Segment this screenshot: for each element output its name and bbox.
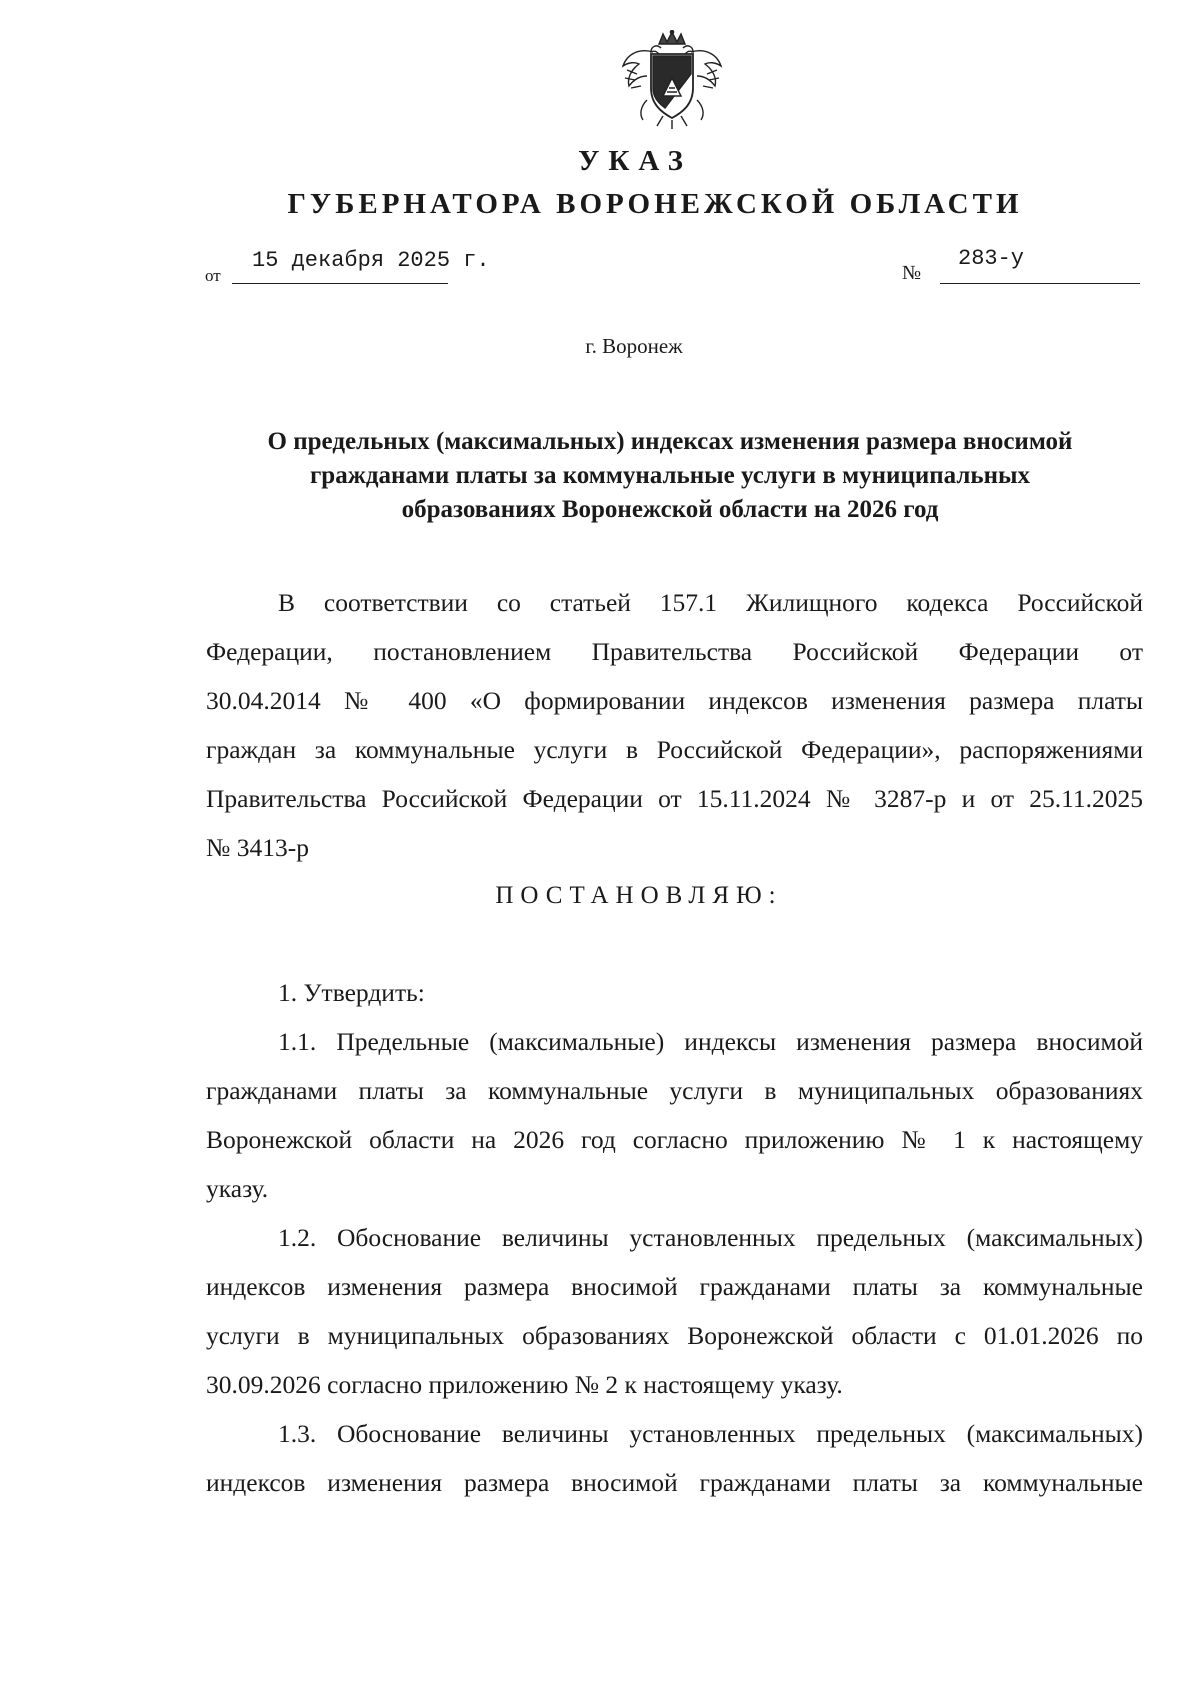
item-line: индексов изменения размера вносимой гражданами платы за коммунальные	[206, 1272, 1143, 1301]
preamble-paragraph	[206, 578, 1143, 872]
subject-line: гражданами платы за коммунальные услуги в муниципальных	[309, 462, 1031, 489]
decree-heading: ПОСТАНОВЛЯЮ:	[495, 882, 783, 909]
item-line: 1.1. Предельные (максимальные) индексы изменения размера вносимой	[278, 1027, 1143, 1056]
item-line: указу.	[206, 1174, 269, 1203]
number-underline	[940, 283, 1140, 284]
decree-items	[206, 968, 1143, 1507]
place-of-issue: г. Воронеж	[585, 334, 683, 358]
issuing-authority: ГУБЕРНАТОРА ВОРОНЕЖСКОЙ ОБЛАСТИ	[287, 188, 1023, 220]
subject-line: О предельных (максимальных) индексах изменения размера вносимой	[267, 428, 1073, 455]
document-date: 15 декабря 2025 г.	[252, 248, 490, 273]
document-type-title: УКАЗ	[578, 145, 692, 177]
item-line: 1.2. Обоснование величины установленных предельных (максимальных)	[278, 1223, 1143, 1252]
item-line: индексов изменения размера вносимой гражданами платы за коммунальные	[206, 1468, 1143, 1497]
item-line: 30.09.2026 согласно приложению № 2 к настоящему указу.	[206, 1370, 843, 1399]
item-line: услуги в муниципальных образованиях Воронежской области с 01.01.2026 по	[206, 1321, 1143, 1350]
date-underline	[232, 283, 448, 284]
date-prefix: от	[205, 266, 221, 285]
item-line: 1. Утвердить:	[278, 978, 425, 1007]
paragraph-line: Федерации, постановлением Правительства Российской Федерации от	[206, 637, 1143, 666]
voronezh-coat-of-arms-icon	[617, 30, 727, 130]
document-subject	[200, 425, 1140, 527]
item-line: 1.3. Обоснование величины установленных предельных (максимальных)	[278, 1419, 1143, 1448]
paragraph-line: граждан за коммунальные услуги в Российской Федерации», распоряжениями	[206, 735, 1143, 764]
document-number: 283-у	[958, 246, 1025, 271]
paragraph-line: В соответствии со статьей 157.1 Жилищного кодекса Российской	[278, 588, 1143, 617]
subject-line: образованиях Воронежской области на 2026 год	[401, 496, 939, 523]
paragraph-line: 30.04.2014 № 400 «О формировании индексов изменения размера платы	[206, 686, 1143, 715]
number-prefix: №	[902, 262, 922, 284]
item-line: гражданами платы за коммунальные услуги в муниципальных образованиях	[206, 1076, 1143, 1105]
item-line: Воронежской области на 2026 год согласно приложению № 1 к настоящему	[206, 1125, 1143, 1154]
paragraph-line: № 3413-р	[206, 833, 309, 862]
paragraph-line: Правительства Российской Федерации от 15.11.2024 № 3287-р и от 25.11.2025	[206, 784, 1143, 813]
